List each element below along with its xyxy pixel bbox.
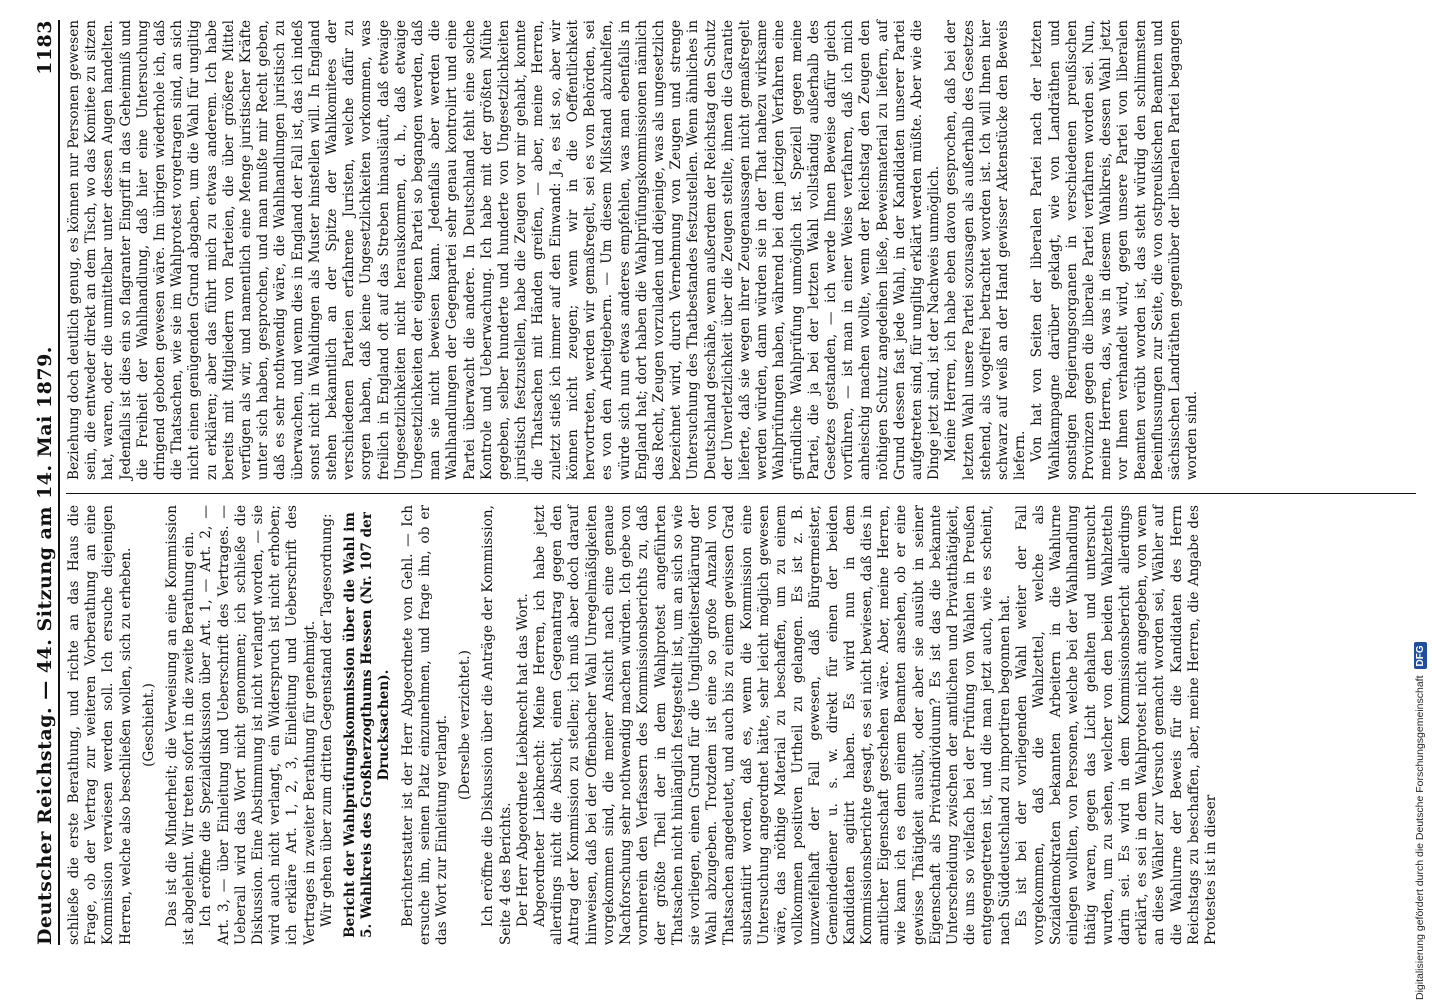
speech-paragraph: Beziehung doch deutlich genug, es können nur Personen gewesen sein, die entweder direkt an dem Tisch, wo das Komitee zu sitzen hat, waren, oder die unmittelbar unter dessen Augen handelten. Jedenfalls ist dies ein so flagranter Eingriff in das Geheimniß und die Freiheit der Wahlhandlung, daß hier eine Untersuchung dringend geboten gewesen wäre. Im übrigen wiederhole ich, daß die Thatsachen, wie sie im Wahlprotest vorgetragen sind, an sich nicht einen genügenden Grund abgaben, um die Wahl für ungiltig zu erklären; aber das führt mich zu etwas anderem. Ich habe bereits mit Mitgliedern von Parteien, die über größere Mittel verfügen als wir, und namentlich eine Menge juristischer Kräfte unter sich haben, gesprochen, und man mußte mir Recht geben, daß es sehr nothwendig wäre, die Wahlhandlungen juristisch zu überwachen, und wenn dies in England der Fall ist, das ich indeß sonst nicht in Wahldingen als Muster hinstellen will. In England stehen bekanntlich an der Spitze der Wahlkomitees der verschiedenen Parteien erfahrene Juristen, welche dafür zu sorgen haben, daß keine Ungesetzlichkeiten vorkommen, was freilich in England oft auf das Streben hinausläuft, daß etwaige Ungesetzlichkeiten nicht herauskommen, d. h., daß etwaige Ungesetzlichkeiten der eigenen Partei so begangen werden, daß man sie nicht beweisen kann. Jedenfalls aber werden die Wahlhandlungen der Gegenpartei sehr genau kontrolirt und eine Partei überwacht die andere. In Deutschland fehlt eine solche Kontrole und Ueberwachung. Ich habe mit der größten Mühe gegeben, selber hunderte und hunderte von Ungesetzlichkeiten juristisch festzustellen, habe die Zeugen vor mir gehabt, konnte die Thatsachen mit Händen greifen, — aber, meine Herren, zuletzt stieß ich immer auf den Einwand: Ja, es ist so, aber wir können nicht zeugen; wenn wir in die Oeffentlichkeit hervortreten, werden wir gemaßregelt, sei es von Behörden, sei es von den Arbeitgebern. — Um diesem Mißstand abzuhelfen, würde sich nun etwas anderes empfehlen, was man ebenfalls in England hat; dort haben die Wahlprüfungskommissionen nämlich das Recht, Zeugen vorzuladen und diejenige, was als ungesetzlich bezeichnet wird, durch Vernehmung von Zeugen und strenge Untersuchung des Thatbestandes festzustellen. Wenn ähnliches in Deutschland geschähe, wenn außerdem der Reichstag den Schutz der Unverletzlichkeit über die Zeugen stellte, ihnen die Garantie lieferte, daß sie wegen ihrer Zeugenaussagen nicht gemaßregelt werden würden, dann würden sie in der That nahezu wirksame Wahlprüfungen haben, während bei dem jetzigen Verfahren eine gründliche Wahlprüfung unmöglich ist. Speziell gegen meine Partei, die ja bei der letzten Wahl vollständig außerhalb des Gesetzes gestanden, — ich werde Ihnen Beweise dafür gleich vorführen, — ist man in einer Weise verfahren, daß ich mich anheischig machen wollte, wenn der Reichstag den Zeugen den nöthigen Schutz angedeihen ließe, Beweismaterial zu liefern, auf Grund dessen fast jede Wahl, in der Kandidaten unserer Partei aufgetreten sind, für ungiltig erklärt werden müßte. Aber wie die Dinge jetzt sind, ist der Nachweis unmöglich. — [66, 20, 943, 480]
page-number: 1183 — [34, 20, 56, 75]
dfg-credit-rotated — [1409, 0, 1431, 1000]
dfg-credit-strip — [1409, 0, 1431, 1000]
stage-direction: (Geschieht.) — [140, 683, 157, 767]
credit-text: Digitalisierung gefördert durch die Deutsche Forschungsgemeinschaft — [1414, 675, 1426, 1000]
speech-paragraph: Meine Herren, ich habe eben davon gesprochen, daß bei der letzten Wahl unsere Partei sozusagen als außerhalb des Gesetzes stehend, als vogelfrei betrachtet worden ist. Ich will Ihnen hier schwarz auf weiß an der Hand gewisser Aktenstücke den Beweis liefern. — [943, 20, 1029, 480]
paragraph: Berichterstatter ist der Herr Abgeordnete von Gehl. — Ich ersuche ihn, seinen Platz einzunehmen, und frage ihn, ob er das Wort zur Einleitung verlangt. — [399, 505, 451, 945]
speech-paragraph: Von hat von Seiten der liberalen Partei nach der letzten Wahlkampagne darüber geklagt, wie von Landräthen und sonstigen Regierungsorganen in verschiedenen preußischen Provinzen gegen die liberale Partei verfahren worden sei. Nun, meine Herren, das, was in diesem Wahlkreis, dessen Wahl jetzt vor Ihnen verhandelt wird, gegen unsere Partei von liberalen Beamten verübt worden ist, das steht würdig den schlimmsten Beeinflussungen zur Seite, die von ostpreußischen Beamten und sächsischen Landräthen gegenüber der liberalen Partei begangen worden sind. — [1029, 20, 1201, 480]
paragraph: Wir gehen über zum dritten Gegenstand der Tagesordnung: — [318, 513, 335, 927]
paragraph: schließe die erste Berathung, und richte an das Haus die Frage, ob der Vertrag zur weiteren Vorberathung an eine Kommission verwiesen werden soll. Ich ersuche diejenigen Herren, welche also beschließen wollen, sich zu erheben. — [66, 505, 134, 945]
left-column — [66, 505, 1220, 945]
speech-paragraph: Abgeordneter Liebknecht: Meine Herren, ich habe jetzt allerdings nicht die Absicht, einen Gegenantrag gegen den Antrag der Kommission zu stellen; ich muß aber doch darauf hinweisen, daß bei der Offenbacher Wahl Unregelmäßigkeiten vorgekommen sind, die meiner Ansicht nach eine genaue Nachforschung sehr nothwendig machen würden. Ich gebe von vornherein den Verfassern des Kommissionsberichts zu, daß der größte Theil der in dem Wahlprotest angeführten Thatsachen nicht hinlänglich festgestellt ist, um an sich so wie sie vorliegen, einen Grund für die Ungiltigkeitserklärung der Wahl abzugeben. Trotzdem ist eine so große Anzahl von Thatsachen angedeutet, und auch bis zu einem gewissen Grad substantiirt worden, daß es, wenn die Kommission eine Untersuchung angeordnet hätte, sehr leicht möglich gewesen wäre, das nöthige Material zu beschaffen, um zu einem vollkommen positiven Urtheil zu gelangen. Es ist z. B. unzweifelhaft der Fall gewesen, daß Bürgermeister, Gemeindediener u. s. w. direkt für einen der beiden Kandidaten agitirt haben. Es wird nun in dem Kommissionsberichte gesagt, es sei nicht bewiesen, daß dies in amtlicher Eigenschaft geschehen wäre. Aber, meine Herren, wie kann ich es denn einem Beamten ansehen, ob er eine gewisse Thätigkeit ausübt, oder aber sie ausübt in seiner Eigenschaft als Privatindividuum? Es ist das die bekannte Unterscheidung zwischen der amtlichen und Privatthätigkeit, die uns so vielfach bei der Prüfung von Wahlen in Preußen entgegengetreten ist, und die man jetzt auch, wie es scheint, nach Süddeutschland zu importiren begonnen hat. — [532, 505, 1013, 945]
paragraph: Ich eröffne die Diskussion über die Anträge der Kommission, Seite 4 des Berichts. — [480, 505, 514, 945]
paragraph: Der Herr Abgeordnete Liebknecht hat das Wort. — [514, 593, 531, 927]
paragraph: Ich eröffne die Spezialdiskussion über Art. 1, — Art. 2, — Art. 3, — über Einleitung und Ueberschrift des Vertrages. — Ueberall wird das Wort nicht genommen; ich schließe die Diskussion. Eine Abstimmung ist nicht verlangt worden, — sie wird auch nicht verlangt, ein Widerspruch ist nicht erhoben; ich erkläre Art. 1, 2, 3, Einleitung und Ueberschrift des Vertrages in zweiter Berathung für genehmigt. — [198, 505, 318, 945]
dfg-logo: DFG — [1414, 642, 1427, 669]
page-header — [18, 20, 56, 945]
speech-paragraph: Es ist bei der vorliegenden Wahl weiter der Fall vorgekommen, daß die Wahlzettel, welche als Sozialdemokraten bekannten Arbeitern in die Wahlurne einlegen wollten, von Personen, welche bei der Wahlhandlung thätig waren, gegen das Licht gehalten und untersucht wurden, um zu sehen, welcher von den beiden Wahlzetteln darin sei. Es wird in dem Kommissionsbericht allerdings erklärt, es sei in dem Wahlprotest nicht angegeben, von wem an diese Wähler zur Versuch gemacht worden sei, Wähler auf die Wahlurne der Beweis für die Kandidaten des Herrn Reichstags zu beschaffen, aber, meine Herren, die Angabe des Protestes ist in dieser — [1013, 505, 1219, 945]
header-rule — [58, 20, 60, 945]
right-column — [66, 20, 1201, 480]
stage-direction: (Derselbe verzichtet.) — [457, 650, 474, 800]
paragraph: Das ist die Minderheit; die Verweisung an eine Kommission ist abgelehnt. Wir treten sofort in die zweite Berathung ein. — [164, 505, 198, 945]
column-divider — [66, 493, 1416, 494]
agenda-item-heading: Bericht der Wahlprüfungskommission über die Wahl im 5. Wahlkreis des Großherzogthums Hessen (Nr. 107 der Drucksachen). — [342, 512, 393, 938]
page-title: Deutscher Reichstag. — 44. Sitzung am 14. Mai 1879. — [34, 346, 56, 945]
